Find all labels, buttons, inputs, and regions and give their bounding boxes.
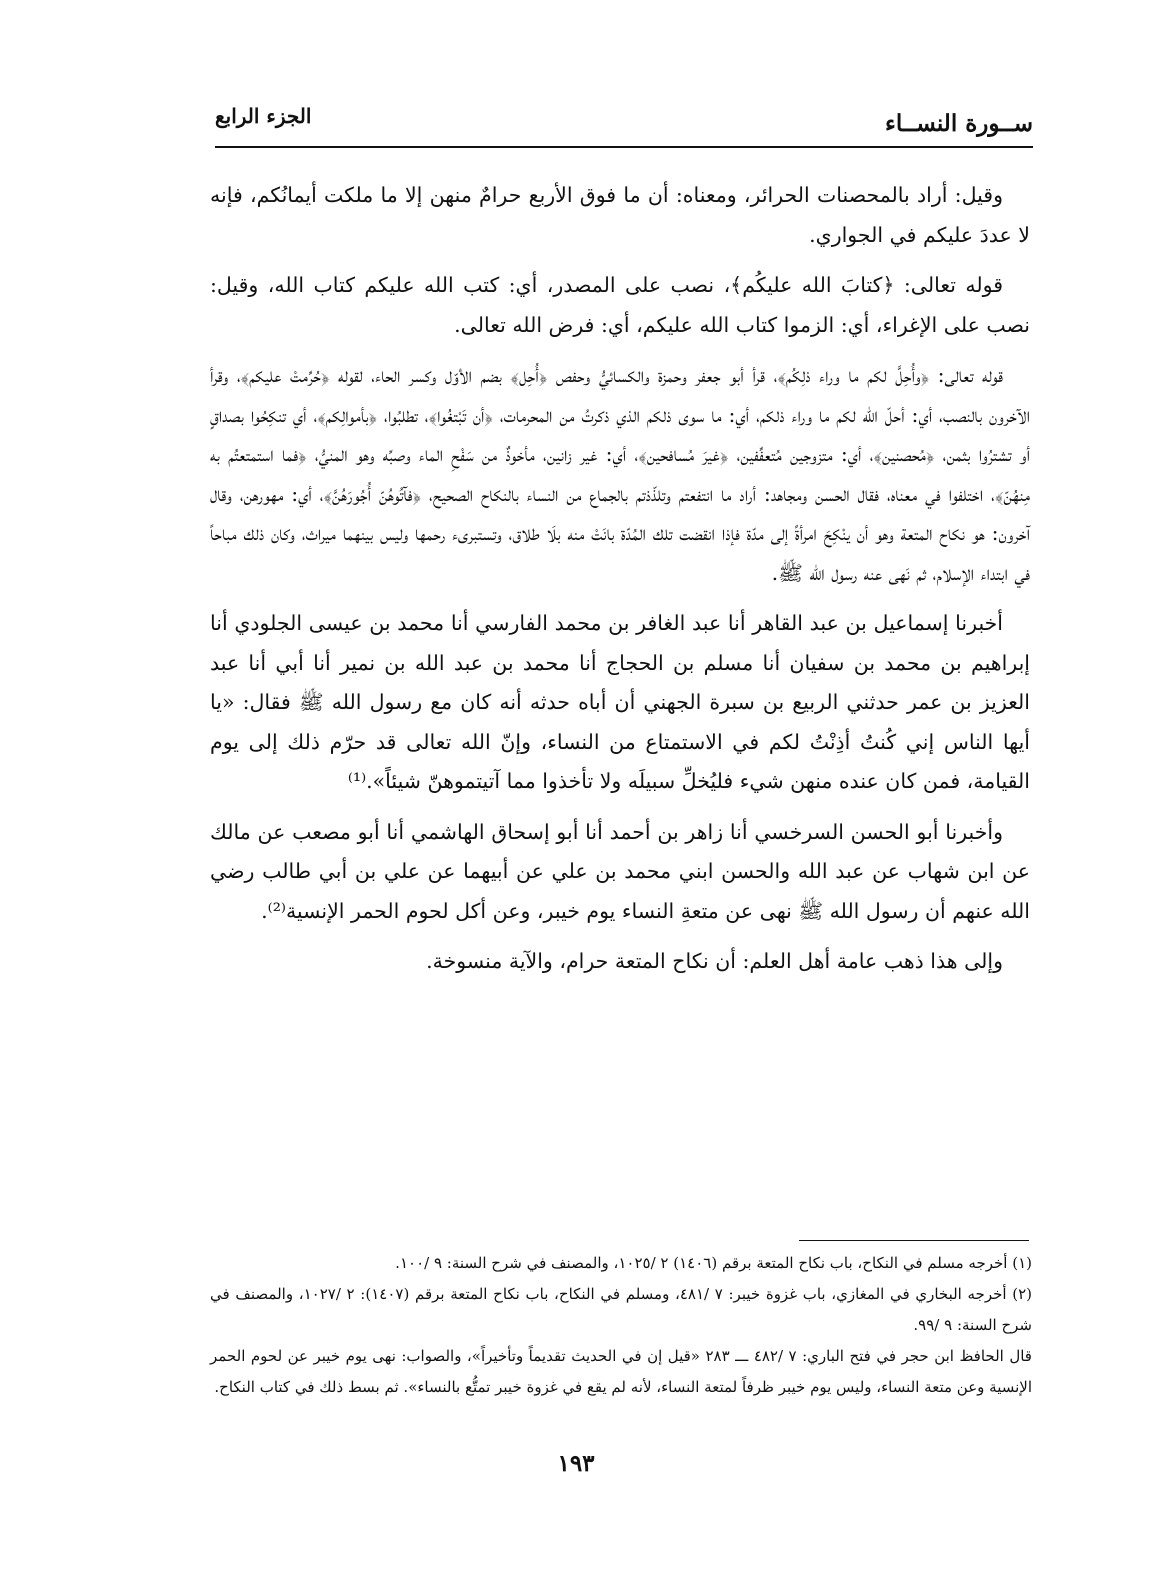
page-number: ١٩٣ bbox=[557, 1450, 595, 1477]
footnote: قال الحافظ ابن حجر في فتح الباري: ٧ /٤٨٢ ـــ ٢٨٣ «قيل إن في الحديث تقديماً وتأخيراً»، والصواب: نهى يوم خيبر عن لحوم الحمر الإنسية وعن متعة النساء، وليس يوم خيبر ظرفاً لمتعة النساء، لأنه لم يقع في غزوة خيبر تمتُّع بالنساء». ثم بسط ذلك في كتاب النكاح. bbox=[210, 1347, 1032, 1396]
footnotes bbox=[210, 1248, 1032, 1403]
surah-title: ســورة النســاء bbox=[885, 110, 1033, 137]
paragraph: قوله تعالى: ﴿كتابَ الله عليكُم﴾، نصب على المصدر، أي: كتب الله عليكم كتاب الله، وقيل: نصب على الإغراء، أي: الزموا كتاب الله عليكم، أي: فرض الله تعالى. bbox=[210, 273, 1030, 337]
header-rule bbox=[215, 146, 1033, 148]
body-text bbox=[210, 176, 1030, 1226]
paragraph: وأخبرنا أبو الحسن السرخسي أنا زاهر بن أحمد أنا أبو إسحاق الهاشمي أنا أبو مصعب عن مالك عن ابن شهاب عن عبد الله والحسن ابني محمد بن علي عن أبيهما عن علي بن أبي طالب رضي الله عنهم أن رسول الله ﷺ نهى عن متعةِ النساء يوم خيبر، وعن أكل لحوم الحمر الإنسية⁽²⁾. bbox=[210, 819, 1030, 923]
paragraph: وإلى هذا ذهب عامة أهل العلم: أن نكاح المتعة حرام، والآية منسوخة. bbox=[426, 949, 1003, 973]
paragraph: وقيل: أراد بالمحصنات الحرائر، ومعناه: أن ما فوق الأربع حرامٌ منهن إلا ما ملكت أيمانُكم، فإنه لا عددَ عليكم في الجواري. bbox=[210, 183, 1030, 247]
paragraph: قوله تعالى: ﴿وأُحِلَّ لكم ما وراء ذلِكُم﴾، قرأ أبو جعفر وحمزة والكسائيُّ وحفص ﴿أُحِل﴾ بضم الأوّل وكسر الحاء، لقوله ﴿حُرِّمتْ عليكم﴾، وقرأ الآخرون بالنصب، أي: أحلّ الله لكم ما وراء ذلكم، أي: ما سوى ذلكم الذي ذكرتُ من المحرمات، ﴿أن تَبْتغُوا﴾، تطلبُوا، ﴿بأموالِكم﴾، أي تنكِحُوا بصداقٍ أو تشترُوا بثمن، ﴿مُحصنين﴾، أي: متزوجين مُتعفِّفين، ﴿غيرَ مُسافحين﴾، أي: غير زانين، مأخوذٌ من سَفْحِ الماء وصبِّه وهو المنيُّ، ﴿فما استمتعتُم به مِنهُنّ﴾، اختلفوا في معناه، فقال الحسن ومجاهد: أراد ما انتفعتم وتلذّذتم بالجماع من النساء بالنكاح الصحيح، ﴿فآتُوهُنّ أُجُورَهُنَّ﴾، أي: مهورهن، وقال آخرون: هو نكاح المتعة وهو أن ينْكِحَ امرأةً إلى مدّة فإذا انقضت تلك المُدّة بانَتْ منه بلَا طلاق، وتستبرىء رحمها وليس بينهما ميراث، وكان ذلك مباحاً في ابتداء الإسلام، ثم نَهى عنه رسول الله ﷺ. bbox=[210, 363, 1031, 585]
footnote: (٢) أخرجه البخاري في المغازي، باب غزوة خيبر: ٧ /٤٨١، ومسلم في النكاح، باب نكاح المتعة برقم (١٤٠٧): ٢ /١٠٢٧، والمصنف في شرح السنة: ٩ /٩٩. bbox=[210, 1285, 1032, 1334]
juz-label: الجزء الرابع bbox=[215, 104, 312, 128]
footnote-separator bbox=[799, 1240, 1029, 1241]
page-header bbox=[215, 92, 1033, 148]
footnote: (١) أخرجه مسلم في النكاح، باب نكاح المتعة برقم (١٤٠٦) ٢ /١٠٢٥، والمصنف في شرح السنة: ٩ /١٠٠. bbox=[395, 1254, 1032, 1272]
paragraph: أخبرنا إسماعيل بن عبد القاهر أنا عبد الغافر بن محمد الفارسي أنا محمد بن عيسى الجلودي أنا إبراهيم بن محمد بن سفيان أنا مسلم بن الحجاج أنا محمد بن عبد الله بن نمير أنا أبي أنا عبد العزيز بن عمر حدثني الربيع بن سبرة الجهني أن أباه حدثه أنه كان مع رسول الله ﷺ فقال: «يا أيها الناس إني كُنتُ أذِنْتُ لكم في الاستمتاع من النساء، وإنّ الله تعالى قد حرّم ذلك إلى يوم القيامة، فمن كان عنده منهن شيء فليُخلِّ سبيلَه ولا تأخذوا مما آتيتموهنّ شيئاً».⁽¹⁾ bbox=[210, 611, 1030, 793]
